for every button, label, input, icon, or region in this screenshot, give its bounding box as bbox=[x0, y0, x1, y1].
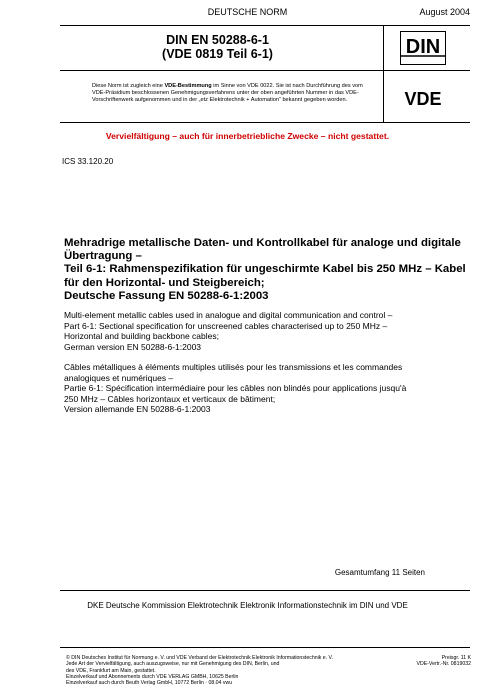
copy-notice: Vervielfältigung – auch für innerbetriebliche Zwecke – nicht gestattet. bbox=[105, 131, 390, 141]
header-box-bottom-rule bbox=[60, 122, 470, 123]
vde-contract-number: VDE-Vertr.-Nr. 0819032 bbox=[416, 661, 471, 668]
title-de-line: Mehradrige metallische Daten- und Kontrollkabel für analoge und digitale bbox=[64, 237, 461, 249]
footer-copyright bbox=[66, 655, 386, 686]
footer-line: Jede Art der Vervielfältigung, auch auszugsweise, nur mit Genehmigung des DIN, Berlin, und bbox=[66, 661, 280, 668]
ics-code: ICS 33.120.20 bbox=[62, 157, 114, 166]
footer-rule bbox=[60, 647, 470, 648]
title-fr-line: Version allemande EN 50288-6-1:2003 bbox=[64, 404, 211, 414]
title-de-line: Teil 6-1: Rahmenspezifikation für ungeschirmte Kabel bis 250 MHz – Kabel bbox=[64, 263, 466, 276]
publication-date: August 2004 bbox=[419, 7, 470, 17]
title-de-line: für den Horizontal- und Steigbereich; bbox=[64, 276, 265, 289]
norm-label: DEUTSCHE NORM bbox=[207, 7, 288, 17]
title-fr-line: Partie 6-1: Spécification intermédiaire pour les câbles non blindés pour applications jusqu'à bbox=[64, 383, 407, 393]
din-logo bbox=[400, 31, 446, 65]
header-box-top-rule bbox=[60, 25, 470, 26]
title-fr-line: analogiques et numériques – bbox=[64, 372, 174, 383]
header-box-mid-rule bbox=[60, 70, 470, 71]
footer-line: des VDE, Frankfurt am Main, gestattet. bbox=[66, 667, 156, 674]
dke-line: DKE Deutsche Kommission Elektrotechnik Elektronik Informationstechnik im DIN und VDE bbox=[87, 601, 408, 610]
vde-logo bbox=[394, 89, 452, 107]
title-fr-line: 250 MHz – Câbles horizontaux et verticaux de bâtiment; bbox=[64, 393, 276, 404]
title-german bbox=[64, 237, 474, 303]
footer-line: Einzelverkauf auch durch Beuth Verlag GmbH, 10772 Berlin · 08.04 vwu bbox=[66, 680, 233, 687]
footer-price bbox=[417, 655, 472, 668]
vde-logo-text: VDE bbox=[404, 89, 442, 107]
total-pages: Gesamtumfang 11 Seiten bbox=[334, 568, 425, 577]
title-en-line: Multi-element metallic cables used in analogue and digital communication and control – bbox=[64, 310, 393, 320]
vde-note-part2: im Sinne von VDE 0022. Sie ist nach Durchführung des vom VDE-Präsidium beschlossenen Genehmigungsverfahrens unter der oben angeführten Nummer in das VDE-Vorschriftenwerk aufgenommen und in der „etz Elektrotechnik + Automation“ bekannt gegeben worden. bbox=[92, 83, 363, 104]
title-en-line: German version EN 50288-6-1:2003 bbox=[64, 341, 202, 352]
title-en-line: Horizontal and building backbone cables; bbox=[64, 331, 219, 341]
din-logo-text: DIN bbox=[405, 36, 441, 58]
footer-line: Einzelverkauf und Abonnements durch VDE VERLAG GMBH, 10625 Berlin bbox=[66, 673, 239, 680]
title-english bbox=[64, 310, 474, 352]
standard-number bbox=[60, 33, 375, 61]
title-french bbox=[64, 362, 474, 415]
dke-top-rule bbox=[60, 590, 470, 591]
din-number: DIN EN 50288-6-1 bbox=[166, 33, 269, 47]
vde-note-bold: VDE-Bestimmung bbox=[164, 83, 212, 89]
vde-note-part1: Diese Norm ist zugleich eine bbox=[92, 83, 165, 89]
header-box-divider bbox=[383, 25, 384, 122]
vde-note bbox=[92, 83, 374, 105]
title-de-line: Deutsche Fassung EN 50288-6-1:2003 bbox=[64, 289, 269, 302]
title-en-line: Part 6-1: Sectional specification for unscreened cables characterised up to 250 MHz – bbox=[64, 320, 388, 331]
footer-line: © DIN Deutsches Institut für Normung e. V. und VDE Verband der Elektrotechnik Elektronik Informationstechnik e. V. bbox=[66, 655, 333, 661]
vde-number: (VDE 0819 Teil 6-1) bbox=[162, 47, 273, 61]
title-de-line: Übertragung – bbox=[64, 250, 142, 263]
price-group: Preisgr. 11 K bbox=[441, 655, 471, 661]
title-fr-line: Câbles métalliques à éléments multiples utilisés pour les transmissions et les commandes bbox=[64, 362, 403, 372]
